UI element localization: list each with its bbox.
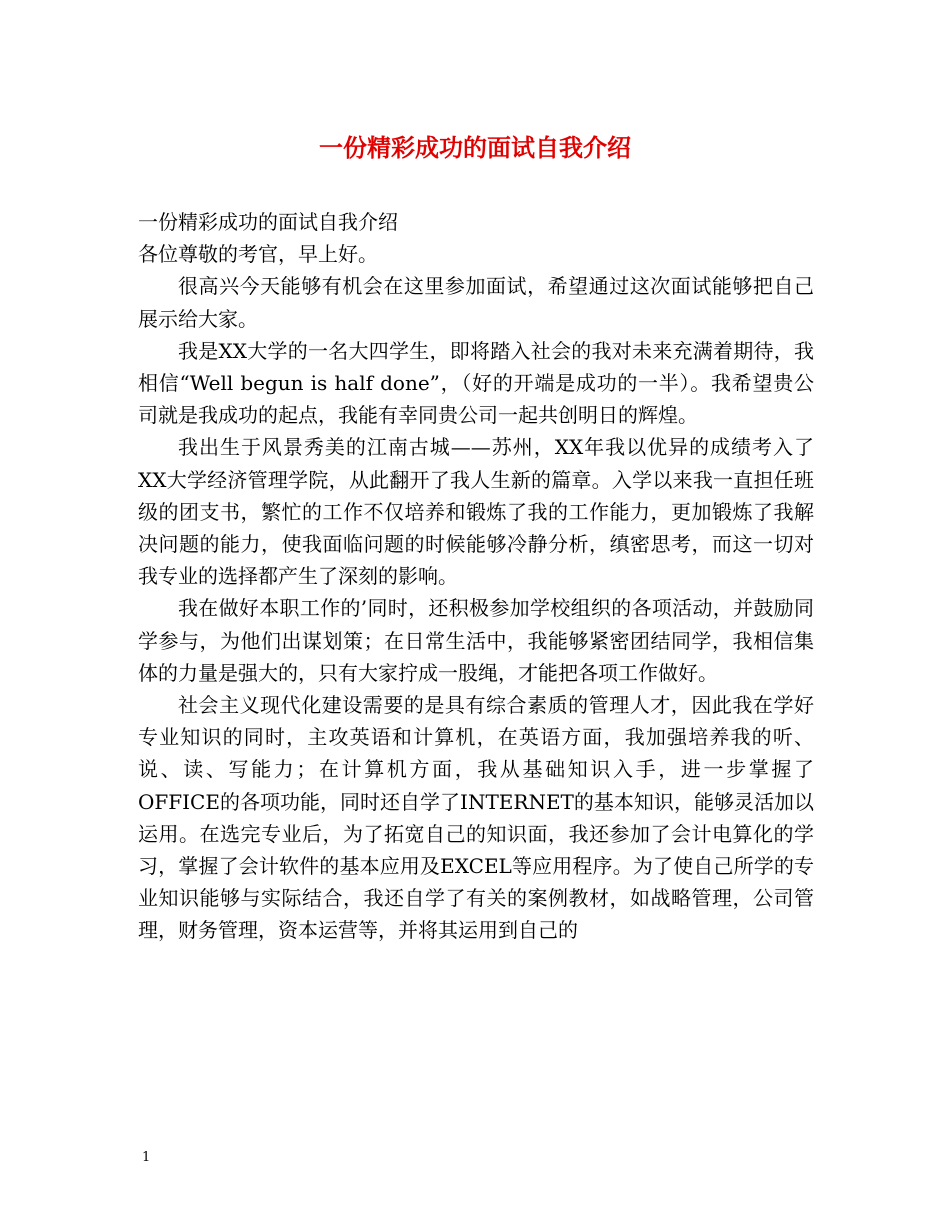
paragraph-education: 我出生于风景秀美的江南古城——苏州，XX年我以优异的成绩考入了XX大学经济管理学院，从此翻开了我人生新的篇章。入学以来我一直担任班级的团支书，繁忙的工作不仅培养和锻炼了我的工作能力，更加锻炼了我解决问题的能力，使我面临问题的时候能够冷静分析，缜密思考，而这一切对我专业的选择都产生了深刻的影响。 (138, 435, 814, 589)
paragraph-subtitle: 一份精彩成功的面试自我介绍 (138, 210, 398, 234)
document-body (138, 206, 814, 947)
paragraph-activities: 我在做好本职工作的’同时，还积极参加学校组织的各项活动，并鼓励同学参与，为他们出谋划策；在日常生活中，我能够紧密团结同学，我相信集体的力量是强大的，只有大家拧成一股绳，才能把各项工作做好。 (138, 596, 814, 685)
document-title: 一份精彩成功的面试自我介绍 (319, 134, 631, 162)
paragraph-background: 我是XX大学的一名大四学生，即将踏入社会的我对未来充满着期待，我相信“Well begun is half done”，（好的开端是成功的一半）。我希望贵公司就是我成功的起点，我能有幸同贵公司一起共创明日的辉煌。 (138, 338, 814, 428)
paragraph-skills: 社会主义现代化建设需要的是具有综合素质的管理人才，因此我在学好专业知识的同时，主攻英语和计算机，在英语方面，我加强培养我的听、说、读、写能力；在计算机方面，我从基础知识入手，进一步掌握了OFFICE的各项功能，同时还自学了INTERNET的基本知识，能够灵活加以运用。在选完专业后，为了拓宽自己的知识面，我还参加了会计电算化的学习，掌握了会计软件的基本应用及EXCEL等应用程序。为了使自己所学的专业知识能够与实际结合，我还自学了有关的案例教材，如战略管理，公司管理，财务管理，资本运营等，并将其运用到自己的 (138, 693, 814, 943)
page-number: 1 (142, 1150, 151, 1165)
paragraph-greeting: 各位尊敬的考官，早上好。 (138, 242, 378, 267)
paragraph-intro: 很高兴今天能够有机会在这里参加面试，希望通过这次面试能够把自己展示给大家。 (138, 274, 814, 331)
